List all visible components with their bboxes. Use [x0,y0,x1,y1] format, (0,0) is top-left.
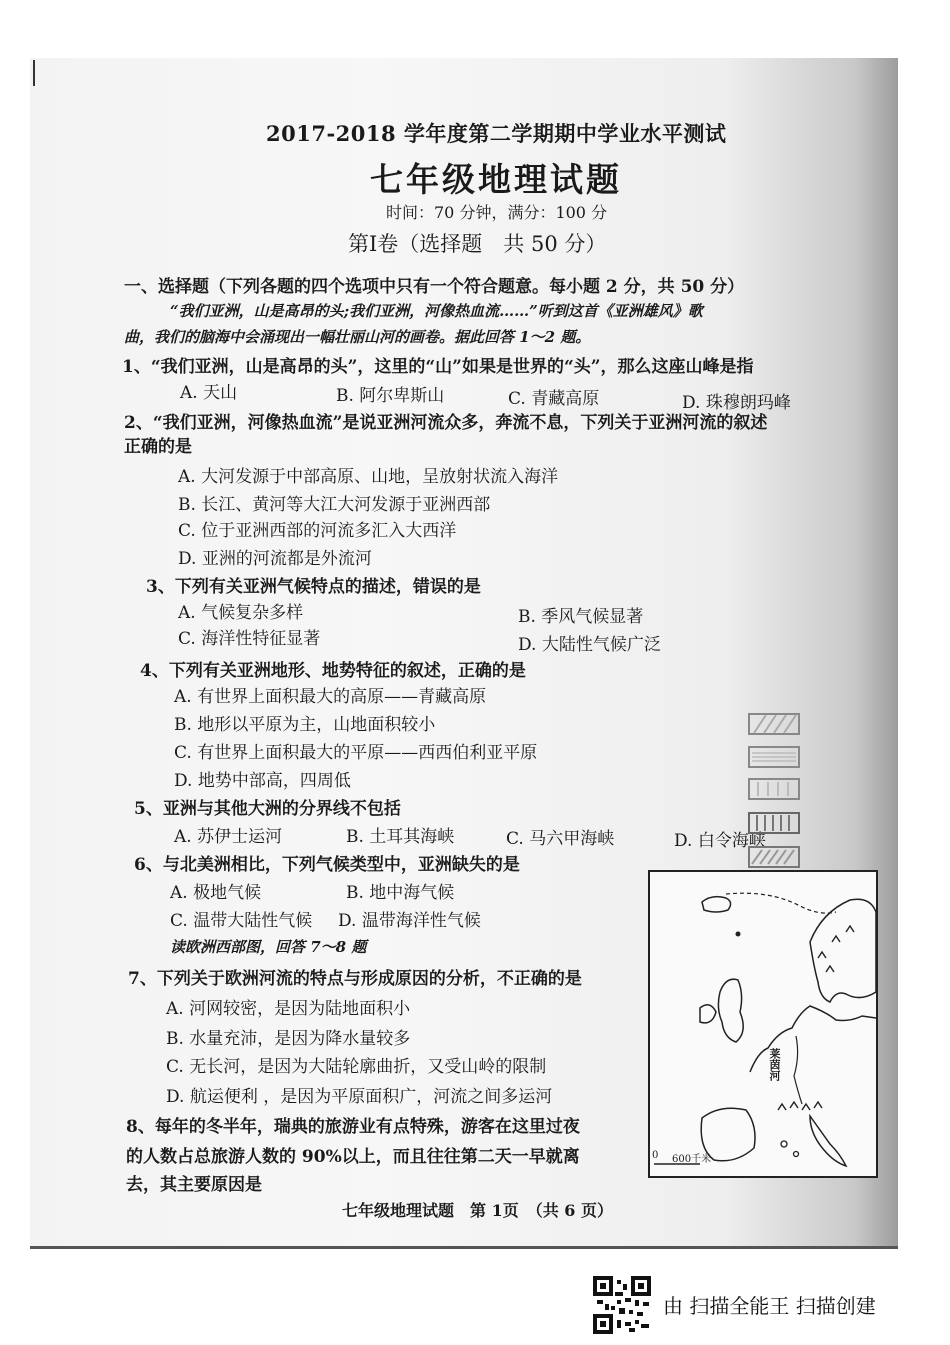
scale-label: 600千米 [672,1154,712,1165]
q3-option-d: D. 大陆性气候广泛 [518,635,661,655]
page-bottom-edge [30,1246,898,1249]
q1-option-a: A. 天山 [180,383,238,403]
q1-option-b: B. 阿尔卑斯山 [336,386,445,406]
q7-option-a: A. 河网较密，是因为陆地面积小 [166,999,411,1019]
q4-option-a: A. 有世界上面积最大的高原——青藏高原 [174,687,487,707]
europe-map-drawing [650,872,876,1176]
time-info: 时间：70 分钟，满分：100 分 [386,203,608,222]
instruction: 一、选择题（下列各题的四个选项中只有一个符合题意。每小题 2 分，共 50 分） [124,277,745,297]
q1-option-d: D. 珠穆朗玛峰 [682,393,791,413]
q6-option-d: D. 温带海洋性气候 [338,911,481,931]
q5-stem: 5、亚洲与其他大洲的分界线不包括 [134,799,401,819]
legend-swatch-2 [748,746,800,768]
q2-option-d: D. 亚洲的河流都是外流河 [178,549,372,569]
q4-option-c: C. 有世界上面积最大的平原——西西伯利亚平原 [174,743,538,763]
q2-stem-1: 2、“我们亚洲，河像热血流”是说亚洲河流众多，奔流不息，下列关于亚洲河流的叙述 [124,413,768,433]
q6-stem: 6、与北美洲相比，下列气候类型中，亚洲缺失的是 [134,855,520,875]
legend-swatch-3 [748,778,800,800]
exam-line: 2017-2018 学年度第二学期期中学业水平测试 [266,121,727,146]
q2-option-a: A. 大河发源于中部高原、山地，呈放射状流入海洋 [178,467,559,487]
q2-option-c: C. 位于亚洲西部的河流多汇入大西洋 [178,521,457,541]
legend-swatch-1 [748,713,800,735]
q8-line-3: 去，其主要原因是 [126,1175,262,1195]
scanned-page [30,58,898,1246]
page-footer: 七年级地理试题 第 1页 （共 6 页） [342,1201,613,1220]
q3-option-c: C. 海洋性特征显著 [178,629,321,649]
margin-mark [33,60,35,86]
q7-option-d: D. 航运便利 ，是因为平原面积广，河流之间多运河 [166,1087,553,1107]
q7-option-b: B. 水量充沛，是因为降水量较多 [166,1029,411,1049]
legend-swatch-5 [748,846,800,868]
q3-option-a: A. 气候复杂多样 [178,603,304,623]
q3-stem: 3、下列有关亚洲气候特点的描述，错误的是 [146,577,481,597]
rhine-label: 莱茵河 [768,1048,781,1081]
q8-line-2: 的人数占总旅游人数的 90%以上，而且往往第二天一早就离 [126,1147,580,1167]
q1-stem: 1、“我们亚洲，山是高昂的头”，这里的“山”如果是世界的“头”，那么这座山峰是指 [122,357,754,377]
section-heading: 第Ⅰ卷（选择题 共 50 分） [348,232,607,256]
scanner-watermark: 由 扫描全能王 扫描创建 [663,1294,876,1318]
q5-option-b: B. 土耳其海峡 [346,827,455,847]
intro-line-2: 曲，我们的脑海中会涌现出一幅壮丽山河的画卷。据此回答 1～2 题。 [124,328,591,346]
q5-option-c: C. 马六甲海峡 [506,829,615,849]
map-prompt: 读欧洲西部图，回答 7～8 题 [170,938,367,956]
page-title: 七年级地理试题 [370,160,622,199]
scale-zero: 0 [652,1150,659,1161]
q8-line-1: 8、每年的冬半年，瑞典的旅游业有点特殊，游客在这里过夜 [126,1117,580,1137]
q5-option-d: D. 白令海峡 [674,831,766,851]
intro-line-1: “我们亚洲，山是高昂的头;我们亚洲，河像热血流……”听到这首《亚洲雄风》歌 [170,302,703,320]
q2-stem-2: 正确的是 [124,437,192,457]
q4-option-b: B. 地形以平原为主，山地面积较小 [174,715,436,735]
q4-stem: 4、下列有关亚洲地形、地势特征的叙述，正确的是 [140,661,526,681]
legend-swatch-4 [748,812,800,834]
q6-option-c: C. 温带大陆性气候 [170,911,313,931]
q6-option-b: B. 地中海气候 [346,883,455,903]
q7-option-c: C. 无长河，是因为大陆轮廓曲折，又受山岭的限制 [166,1057,547,1077]
q4-option-d: D. 地势中部高，四周低 [174,771,351,791]
q6-option-a: A. 极地气候 [170,883,262,903]
q5-option-a: A. 苏伊士运河 [174,827,283,847]
q2-option-b: B. 长江、黄河等大江大河发源于亚洲西部 [178,495,491,515]
europe-map [648,870,878,1178]
qr-code-icon [593,1276,651,1334]
q3-option-b: B. 季风气候显著 [518,607,644,627]
q7-stem: 7、下列关于欧洲河流的特点与形成原因的分析，不正确的是 [128,969,582,989]
q1-option-c: C. 青藏高原 [508,389,600,409]
